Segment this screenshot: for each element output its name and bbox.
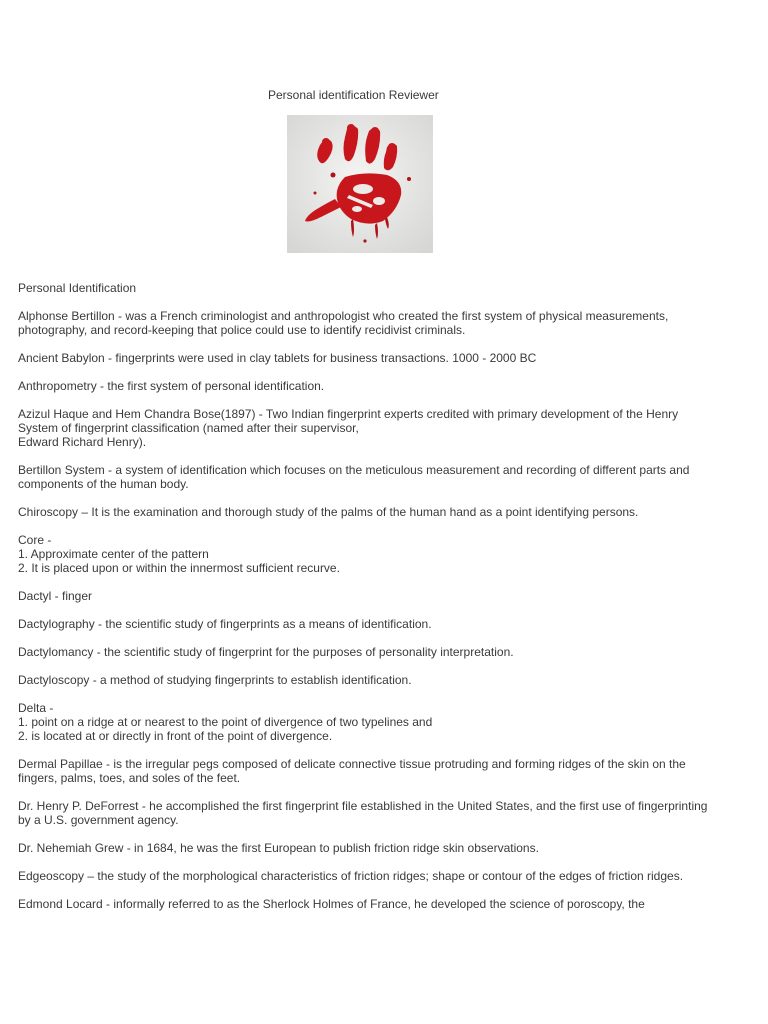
document-body [18,281,708,925]
entry-locard: Edmond Locard - informally referred to as the Sherlock Holmes of France, he developed the science of poroscopy, the [18,897,645,911]
section-heading: Personal Identification [18,281,137,295]
entry-grew: Dr. Nehemiah Grew - in 1684, he was the first European to publish friction ridge skin observations. [18,841,539,855]
entry-core: Core - 1. Approximate center of the pattern 2. It is placed upon or within the innermost sufficient recurve. [18,533,340,575]
entry-haque-bose: Azizul Haque and Hem Chandra Bose(1897) - Two Indian fingerprint experts credited with primary development of the Henry System of fingerprint classification (named after their supervisor, Edward Richard Henry). [18,407,679,449]
handprint-image [287,115,433,253]
entry-ancient-babylon: Ancient Babylon - fingerprints were used in clay tablets for business transactions. 1000 - 2000 BC [18,351,537,365]
entry-dactylomancy: Dactylomancy - the scientific study of fingerprint for the purposes of personality interpretation. [18,645,514,659]
entry-dactyl: Dactyl - finger [18,589,93,603]
entry-edgeoscopy: Edgeoscopy – the study of the morphological characteristics of friction ridges; shape or contour of the edges of friction ridges. [18,869,684,883]
doc-title: Personal identification Reviewer [268,88,439,102]
entry-chiroscopy: Chiroscopy – It is the examination and thorough study of the palms of the human hand as a point identifying persons. [18,505,639,519]
entry-anthropometry: Anthropometry - the first system of personal identification. [18,379,325,393]
entry-bertillon-alphonse: Alphonse Bertillon - was a French criminologist and anthropologist who created the first system of physical measurements, photography, and record-keeping that police could use to identify recidivist criminals. [18,309,669,337]
entry-deforrest: Dr. Henry P. DeForrest - he accomplished the first fingerprint file established in the United States, and the first use of fingerprinting by a U.S. government agency. [18,799,708,827]
entry-dermal-papillae: Dermal Papillae - is the irregular pegs composed of delicate connective tissue protruding and forming ridges of the skin on the fingers, palms, toes, and soles of the feet. [18,757,686,785]
entry-bertillon-system: Bertillon System - a system of identification which focuses on the meticulous measurement and recording of different parts and components of the human body. [18,463,690,491]
entry-delta: Delta - 1. point on a ridge at or nearest to the point of divergence of two typelines and 2. is located at or directly in front of the point of divergence. [18,701,433,743]
entry-dactyloscopy: Dactyloscopy - a method of studying fingerprints to establish identification. [18,673,412,687]
entry-dactylography: Dactylography - the scientific study of fingerprints as a means of identification. [18,617,432,631]
